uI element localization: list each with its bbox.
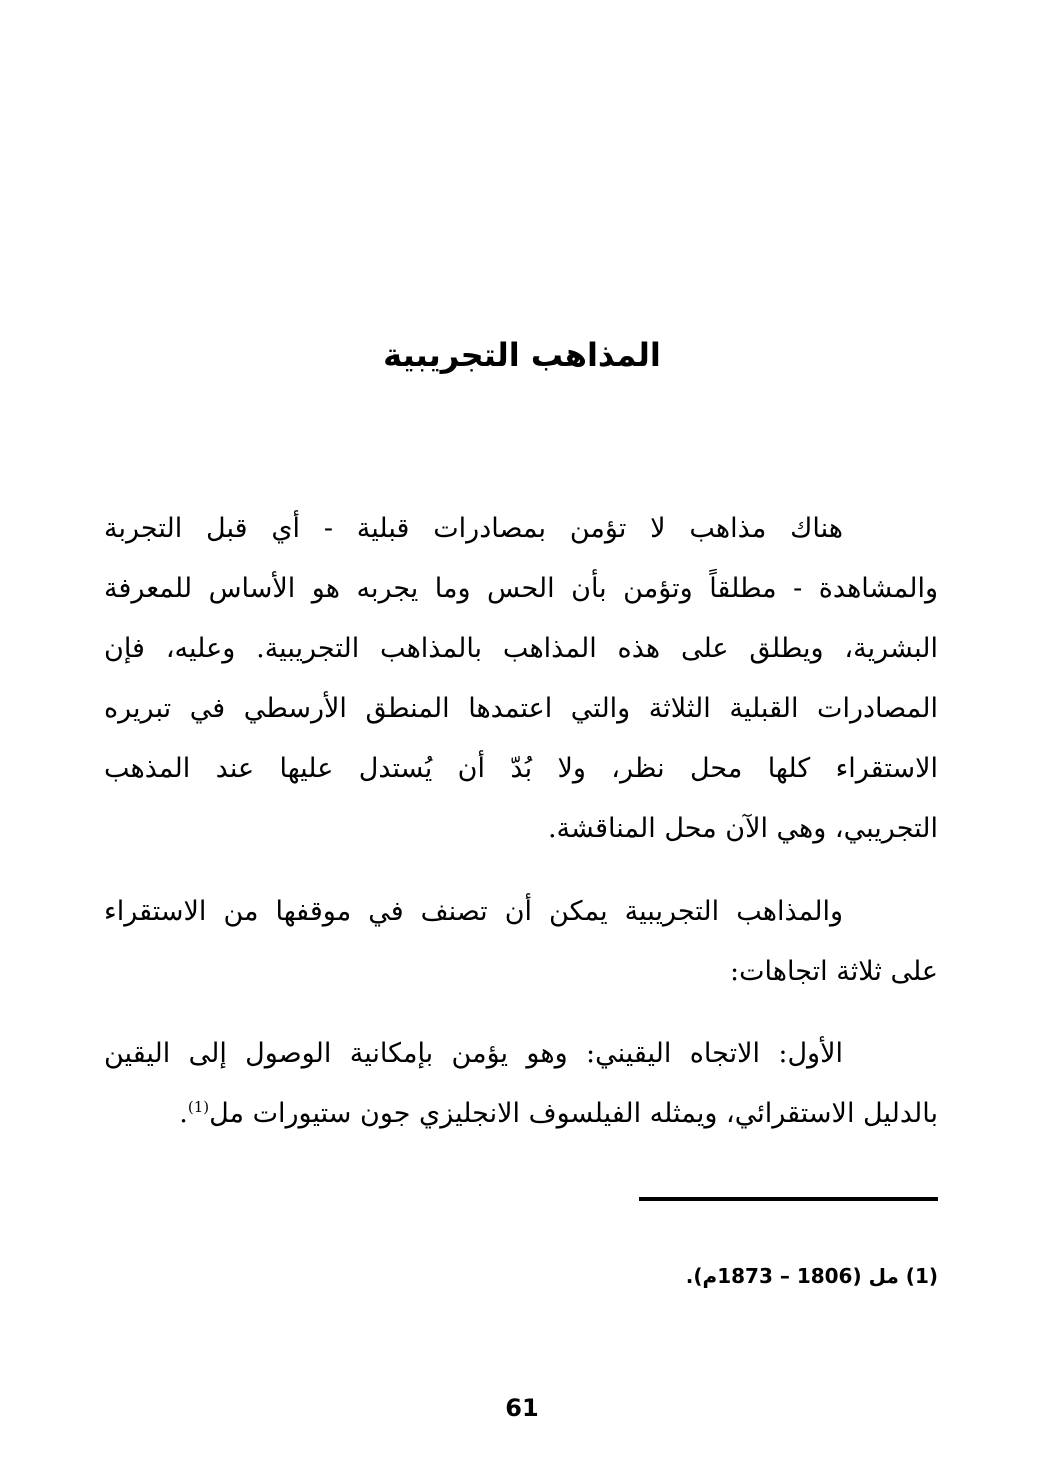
paragraph-line: الاستقراء كلها محل نظر، ولا بُدّ أن يُستدل عليها عند المذهب — [104, 753, 938, 784]
paragraph-line — [104, 1084, 938, 1144]
page-number: 61 — [505, 1394, 539, 1422]
paragraph-1 — [104, 499, 938, 859]
paragraph-line: التجريبي، وهي الآن محل المناقشة. — [547, 813, 938, 844]
end-punctuation: . — [179, 1098, 188, 1129]
paragraph-3 — [104, 1024, 938, 1144]
paragraph-2 — [104, 882, 938, 1002]
paragraph-line: والمذاهب التجريبية يمكن أن تصنف في موقفها من الاستقراء — [104, 896, 843, 927]
paragraph-line: والمشاهدة - مطلقاً وتؤمن بأن الحس وما يجربه هو الأساس للمعرفة — [104, 573, 938, 604]
paragraph-line: هناك مذاهب لا تؤمن بمصادرات قبلية - أي قبل التجربة — [104, 513, 843, 544]
paragraph-line: البشرية، ويطلق على هذه المذاهب بالمذاهب التجريبية. وعليه، فإن — [104, 633, 938, 664]
page-title: المذاهب التجريبية — [383, 336, 661, 374]
paragraph-line: المصادرات القبلية الثلاثة والتي اعتمدها المنطق الأرسطي في تبريره — [104, 693, 938, 724]
footnote-divider — [639, 1197, 938, 1201]
paragraph-line: على ثلاثة اتجاهات: — [730, 956, 938, 987]
footnote-reference: (1) — [187, 1098, 210, 1116]
paragraph-line-text: بالدليل الاستقرائي، ويمثله الفيلسوف الانجليزي جون ستيورات مل — [209, 1098, 938, 1129]
paragraph-line: الأول: الاتجاه اليقيني: وهو يؤمن بإمكانية الوصول إلى اليقين — [104, 1038, 843, 1069]
footnote: (1) مل (1806 – 1873م). — [685, 1264, 938, 1288]
